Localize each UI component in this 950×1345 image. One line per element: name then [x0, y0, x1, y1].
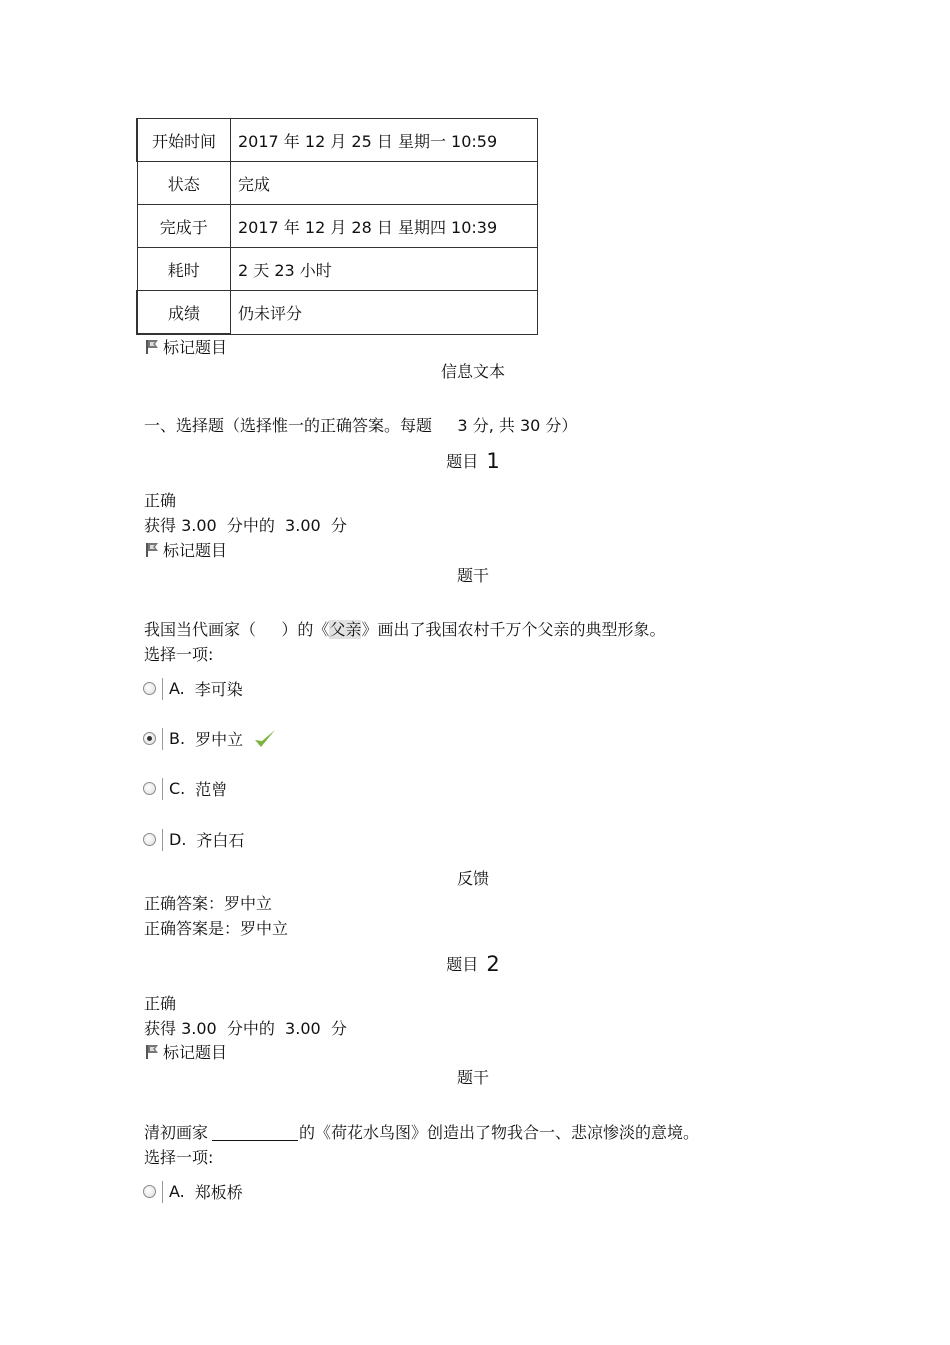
option-letter: A. [169, 679, 185, 698]
info-text-heading: 信息文本 [440, 362, 505, 381]
option-text: 齐白石 [196, 831, 245, 850]
flag-question-link[interactable] [145, 335, 227, 358]
correct-check-icon [253, 728, 277, 750]
option-divider [162, 778, 163, 800]
stem-highlight: 父亲 [329, 620, 362, 639]
option-divider [162, 728, 163, 750]
option-letter: C. [169, 779, 186, 798]
question-status: 正确 [144, 994, 177, 1013]
radio-button[interactable] [143, 1185, 156, 1198]
summary-value: 仍未评分 [231, 291, 538, 335]
option-a[interactable] [143, 1180, 243, 1203]
fill-in-blank [212, 1122, 298, 1141]
stem-heading: 题干 [456, 566, 489, 585]
option-letter: D. [169, 830, 187, 849]
summary-label: 完成于 [137, 205, 231, 248]
option-letter: B. [169, 729, 186, 748]
choose-one-prompt: 选择一项: [144, 645, 214, 664]
summary-value: 2017 年 12 月 28 日 星期四 10:39 [231, 205, 538, 248]
option-d[interactable] [143, 828, 244, 851]
radio-button[interactable] [143, 682, 156, 695]
summary-value: 完成 [231, 162, 538, 205]
flag-question-link[interactable] [145, 1040, 227, 1063]
flag-icon [145, 1044, 160, 1060]
summary-label: 开始时间 [137, 119, 231, 162]
feedback-heading: 反馈 [456, 869, 489, 888]
option-b[interactable] [143, 727, 277, 750]
stem-heading: 题干 [456, 1068, 489, 1087]
question-2-heading [0, 952, 946, 976]
question-score: 获得 3.00 分中的 3.00 分 [144, 1019, 347, 1038]
summary-label: 耗时 [137, 248, 231, 291]
flag-icon [145, 542, 160, 558]
radio-button[interactable] [143, 782, 156, 795]
summary-row-grade [137, 291, 538, 335]
stem-text: 清初画家 [144, 1123, 209, 1142]
summary-row-completed [137, 205, 538, 248]
flag-label: 标记题目 [163, 1043, 228, 1062]
summary-value: 2 天 23 小时 [231, 248, 538, 291]
option-divider [162, 829, 163, 851]
choose-one-prompt: 选择一项: [144, 1148, 214, 1167]
summary-row-state [137, 162, 538, 205]
question-stem [144, 617, 665, 640]
question-score: 获得 3.00 分中的 3.00 分 [144, 516, 347, 535]
question-status: 正确 [144, 491, 177, 510]
attempt-summary-table [136, 118, 538, 335]
flag-label: 标记题目 [163, 338, 228, 357]
summary-row-duration [137, 248, 538, 291]
summary-value: 2017 年 12 月 25 日 星期一 10:59 [231, 119, 538, 162]
option-letter: A. [169, 1182, 185, 1201]
flag-icon [145, 339, 160, 355]
option-text: 郑板桥 [194, 1183, 243, 1202]
flag-question-link[interactable] [145, 538, 227, 561]
option-c[interactable] [143, 777, 227, 800]
option-divider [162, 678, 163, 700]
question-heading-label: 题目 [446, 955, 479, 974]
stem-text: 的《荷花水鸟图》创造出了物我合一、悲凉惨淡的意境。 [299, 1123, 700, 1142]
option-text: 李可染 [194, 680, 243, 699]
stem-text: 我国当代画家（ ）的《 [144, 620, 330, 639]
option-divider [162, 1181, 163, 1203]
feedback-answer: 正确答案：罗中立 [144, 894, 273, 913]
flag-label: 标记题目 [163, 541, 228, 560]
question-number: 1 [486, 449, 500, 473]
question-heading-label: 题目 [446, 452, 479, 471]
option-text: 罗中立 [195, 730, 244, 749]
question-stem [144, 1120, 699, 1143]
radio-button-selected[interactable] [143, 732, 156, 745]
question-number: 2 [486, 952, 500, 976]
feedback-answer-is: 正确答案是：罗中立 [144, 919, 289, 938]
radio-button[interactable] [143, 833, 156, 846]
summary-label: 成绩 [137, 291, 231, 335]
option-text: 范曾 [195, 780, 228, 799]
summary-row-start [137, 119, 538, 162]
option-a[interactable] [143, 677, 243, 700]
stem-text: 》画出了我国农村千万个父亲的典型形象。 [361, 620, 666, 639]
summary-label: 状态 [137, 162, 231, 205]
question-1-heading [0, 449, 946, 473]
section-title: 一、选择题（选择惟一的正确答案。每题 3 分, 共 30 分） [144, 416, 578, 435]
